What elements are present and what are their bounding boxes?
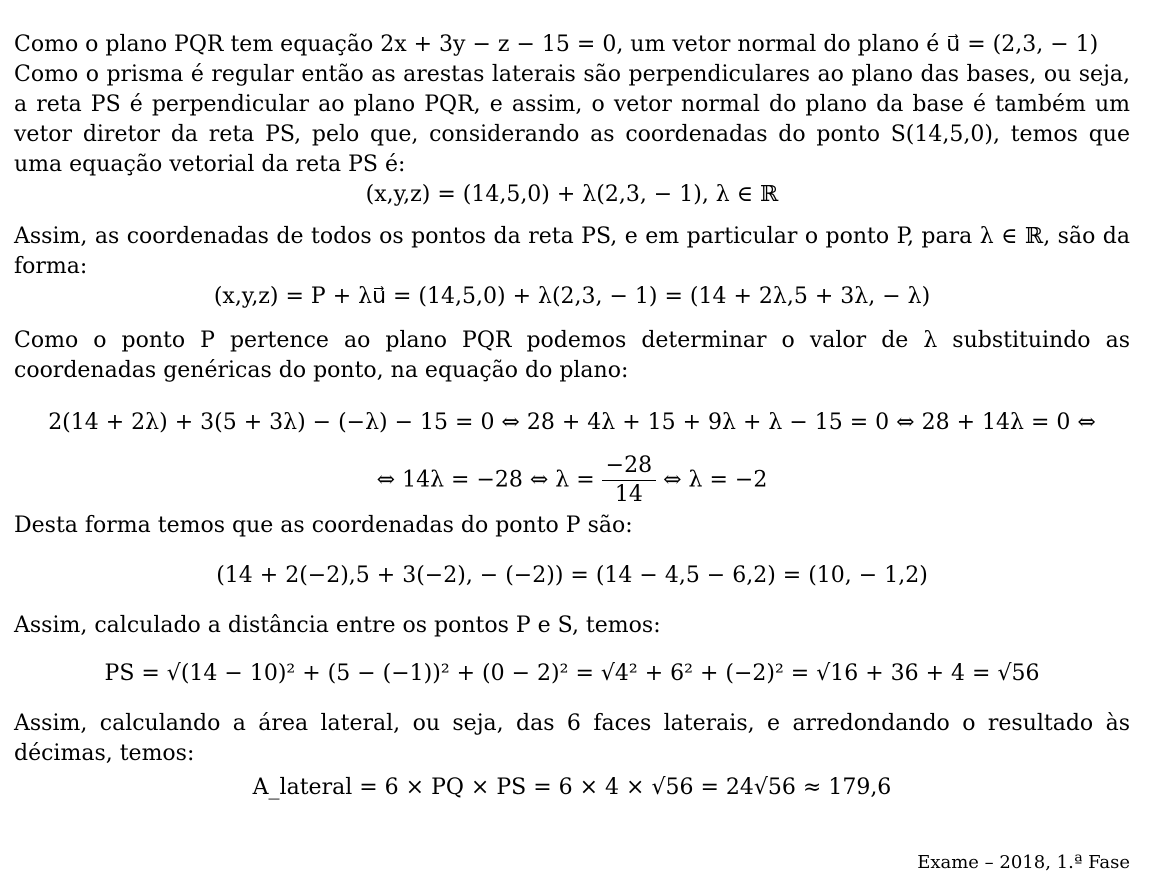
equation-line-vector: (x,y,z) = (14,5,0) + λ(2,3, − 1), λ ∈ ℝ bbox=[365, 182, 779, 207]
paragraph-coordinates-p: Desta forma temos que as coordenadas do ponto P são: bbox=[14, 513, 633, 538]
fraction-numerator: −28 bbox=[602, 452, 656, 481]
paragraph-substitute: Como o ponto P pertence ao plano PQR podemos determinar o valor de λ substituindo as coordenadas genéricas do ponto, na equação do plano: bbox=[14, 328, 1130, 383]
paragraph-points-form: Assim, as coordenadas de todos os pontos da reta PS, e em particular o ponto P, para λ ∈ ℝ, são da forma: bbox=[14, 224, 1130, 279]
intro-paragraph: Como o plano PQR tem equação 2x + 3y − z − 15 = 0, um vetor normal do plano é u⃗ = (2,3, − 1) bbox=[14, 32, 1099, 57]
source-citation: Exame – 2018, 1.ª Fase bbox=[917, 852, 1130, 873]
fraction bbox=[602, 452, 656, 509]
eq4-left: ⇔ 14λ = −28 ⇔ λ = bbox=[376, 467, 595, 493]
equation-distance-ps: PS = √(14 − 10)² + (5 − (−1))² + (0 − 2)² = √4² + 6² + (−2)² = √16 + 36 + 4 = √56 bbox=[104, 661, 1040, 686]
paragraph-distance: Assim, calculado a distância entre os pontos P e S, temos: bbox=[14, 613, 661, 638]
solution-text bbox=[14, 30, 1130, 803]
equation-solve-lambda-1: 2(14 + 2λ) + 3(5 + 3λ) − (−λ) − 15 = 0 ⇔ 28 + 4λ + 15 + 9λ + λ − 15 = 0 ⇔ 28 + 14λ = 0 ⇔ bbox=[48, 410, 1096, 435]
paragraph-lateral-area: Assim, calculando a área lateral, ou seja, das 6 faces laterais, e arredondando o resultado às décimas, temos: bbox=[14, 711, 1130, 766]
equation-point-p: (14 + 2(−2),5 + 3(−2), − (−2)) = (14 − 4,5 − 6,2) = (10, − 1,2) bbox=[216, 563, 928, 588]
equation-solve-lambda-2 bbox=[14, 452, 1130, 509]
equation-lateral-area: A_lateral = 6 × PQ × PS = 6 × 4 × √56 = 24√56 ≈ 179,6 bbox=[252, 775, 892, 800]
fraction-denominator: 14 bbox=[614, 482, 643, 507]
equation-generic-point: (x,y,z) = P + λu⃗ = (14,5,0) + λ(2,3, − 1) = (14 + 2λ,5 + 3λ, − λ) bbox=[213, 284, 931, 309]
paragraph-perpendicular: Como o prisma é regular então as arestas laterais são perpendiculares ao plano das bases, ou seja, a reta PS é perpendicular ao plano PQR, e assim, o vetor normal do plano da base é também um vetor diretor da reta PS, pelo que, considerando as coordenadas do ponto S(14,5,0), temos que uma equação vetorial da reta PS é: bbox=[14, 62, 1130, 177]
eq4-right: ⇔ λ = −2 bbox=[663, 467, 768, 493]
